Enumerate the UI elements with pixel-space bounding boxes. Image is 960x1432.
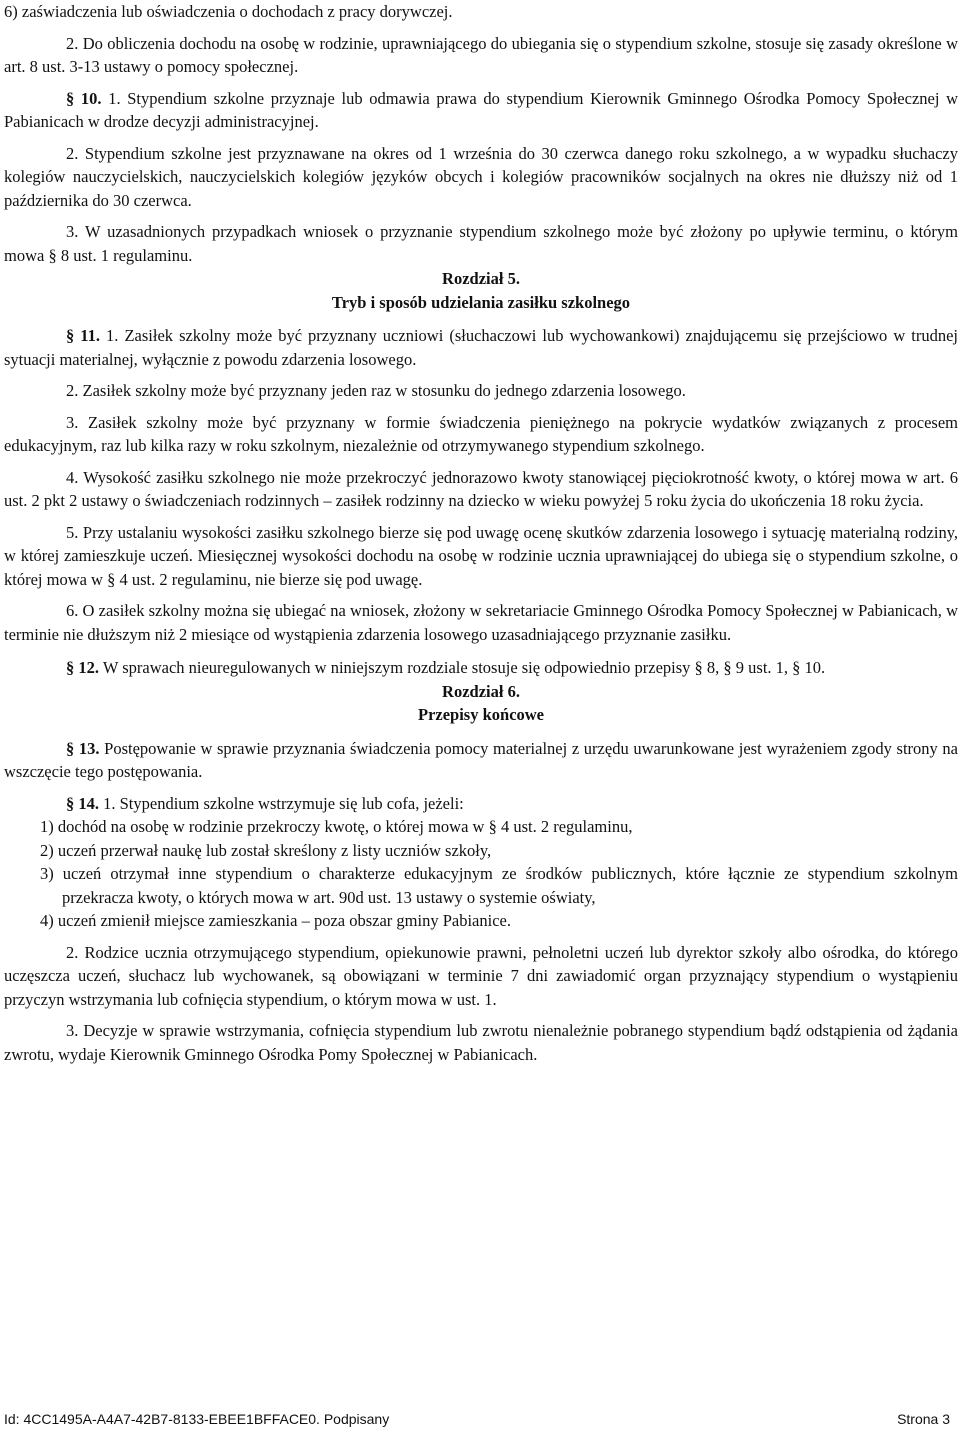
paragraph-14-3: 3. Decyzje w sprawie wstrzymania, cofnięcia stypendium lub zwrotu nienależnie pobranego stypendium bądź odstąpienia od żądania zwrotu, wydaje Kierownik Gminnego Ośrodka Pomy Społecznej w Pabianicach. [4,1021,958,1064]
paragraph-11-5: 5. Przy ustalaniu wysokości zasiłku szkolnego bierze się pod uwagę ocenę skutków zdarzenia losowego i sytuację materialną rodziny, w której zamieszkuje uczeń. Miesięcznej wysokości dochodu na osobę w rodzinie ucznia uprawniającej do ubiega się o stypendium szkolne, o której mowa w § 4 ust. 2 regulaminu, nie bierze się pod uwagę. [4,522,958,589]
page-footer [0,1408,960,1428]
document-page [4,0,958,1066]
paragraph-9-item-6: 6) zaświadczenia lub oświadczenia o dochodach z pracy dorywczej. [4,2,453,21]
paragraph-11-1-text: 1. Zasiłek szkolny może być przyznany uczniowi (słuchaczowi lub wychowankowi) znajdującemu się przejściowo w trudnej sytuacji materialnej, wyłącznie z powodu zdarzenia losowego. [4,326,959,369]
paragraph-11-6: 6. O zasiłek szkolny można się ubiegać na wniosek, złożony w sekretariacie Gminnego Ośrodka Pomocy Społecznej w Pabianicach, w terminie nie dłuższym niż 2 miesiące od wystąpienia zdarzenia losowego uzasadniającego przyznanie zasiłku. [4,601,958,644]
list-item-2: 2) uczeń przerwał naukę lub został skreślony z listy uczniów szkoły, [40,840,492,860]
chapter-5-title: Tryb i sposób udzielania zasiłku szkolnego [331,292,631,312]
section-mark-12: § 12. [66,658,99,677]
paragraph-10-3: 3. W uzasadnionych przypadkach wniosek o przyznanie stypendium szkolnego może być złożony po upływie terminu, o którym mowa § 8 ust. 1 regulaminu. [4,222,958,265]
paragraph-13-text: Postępowanie w sprawie przyznania świadczenia pomocy materialnej z urzędu uwarunkowane jest wyrażeniem zgody strony na wszczęcie tego postępowania. [4,738,958,781]
paragraph-12-text: W sprawach nieuregulowanych w niniejszym rozdziale stosuje się odpowiednio przepisy § 8, § 9 ust. 1, § 10. [99,658,826,677]
paragraph-11-1 [4,324,958,371]
document-id: Id: 4CC1495A-A4A7-42B7-8133-EBEE1BFFACE0. Podpisany [4,1411,390,1427]
paragraph-14-2: 2. Rodzice ucznia otrzymującego stypendium, opiekunowie prawni, pełnoletni uczeń lub dyrektor szkoły albo ośrodka, do którego uczęszcza uczeń, słuchacz lub wychowanek, są obowiązani w terminie 7 dni zawiadomić organ przyznający stypendium o wystąpieniu przyczyn wstrzymania lub cofnięcia stypendium, o którym mowa w ust. 1. [4,942,958,1009]
paragraph-13 [4,737,958,784]
list-item-1: 1) dochód na osobę w rodzinie przekroczy kwotę, o której mowa w § 4 ust. 2 regulaminu, [40,817,633,836]
section-mark-14: § 14. [66,793,99,813]
section-mark-10: § 10. [66,88,102,108]
section-mark-13: § 13. [66,738,100,758]
paragraph-10-1-text: 1. Stypendium szkolne przyznaje lub odmawia prawa do stypendium Kierownik Gminnego Ośrodka Pomocy Społecznej w Pabianicach w drodze decyzji administracyjnej. [4,88,959,131]
chapter-6-number: Rozdział 6. [442,681,520,701]
paragraph-10-1 [4,87,958,134]
paragraph-14-1-text: 1. Stypendium szkolne wstrzymuje się lub cofa, jeżeli: [99,793,464,813]
paragraph-11-3: 3. Zasiłek szkolny może być przyznany w formie świadczenia pieniężnego na pokrycie wydatków związanych z procesem edukacyjnym, raz lub kilka razy w roku szkolnym, niezależnie od otrzymywanego stypendium szkolnego. [4,412,958,455]
chapter-5-number: Rozdział 5. [442,269,520,288]
paragraph-11-4: 4. Wysokość zasiłku szkolnego nie może przekroczyć jednorazowo kwoty stanowiącej pięciokrotność kwoty, o której mowa w art. 6 ust. 2 pkt 2 ustawy o świadczeniach rodzinnych – zasiłek rodzinny na dziecko w wieku powyżej 5 roku życia do ukończenia 18 roku życia. [4,467,958,510]
list-item-4: 4) uczeń zmienił miejsce zamieszkania – poza obszar gminy Pabianice. [40,911,511,930]
paragraph-12 [4,656,958,680]
paragraph-14-1 [4,792,958,816]
page-number: Strona 3 [897,1411,950,1427]
chapter-6-title: Przepisy końcowe [417,705,545,724]
list-item-3: 3) uczeń otrzymał inne stypendium o charakterze edukacyjnym ze środków publicznych, które łącznie ze stypendium szkolnym przekracza kwoty, o których mowa w art. 90d ust. 13 ustawy o systemie oświaty, [40,864,958,907]
paragraph-11-2: 2. Zasiłek szkolny może być przyznany jeden raz w stosunku do jednego zdarzenia losowego. [66,381,686,400]
paragraph-9-2: 2. Do obliczenia dochodu na osobę w rodzinie, uprawniającego do ubiegania się o stypendium szkolne, stosuje się zasady określone w art. 8 ust. 3-13 ustawy o pomocy społecznej. [4,33,958,76]
section-mark-11: § 11. [66,326,101,345]
paragraph-10-2: 2. Stypendium szkolne jest przyznawane na okres od 1 września do 30 czerwca danego roku szkolnego, a w wypadku słuchaczy kolegiów nauczycielskich, nauczycielskich kolegiów języków obcych i kolegiów pracowników socjalnych na okres nie dłuższy niż od 1 października do 30 czerwca. [4,143,958,210]
